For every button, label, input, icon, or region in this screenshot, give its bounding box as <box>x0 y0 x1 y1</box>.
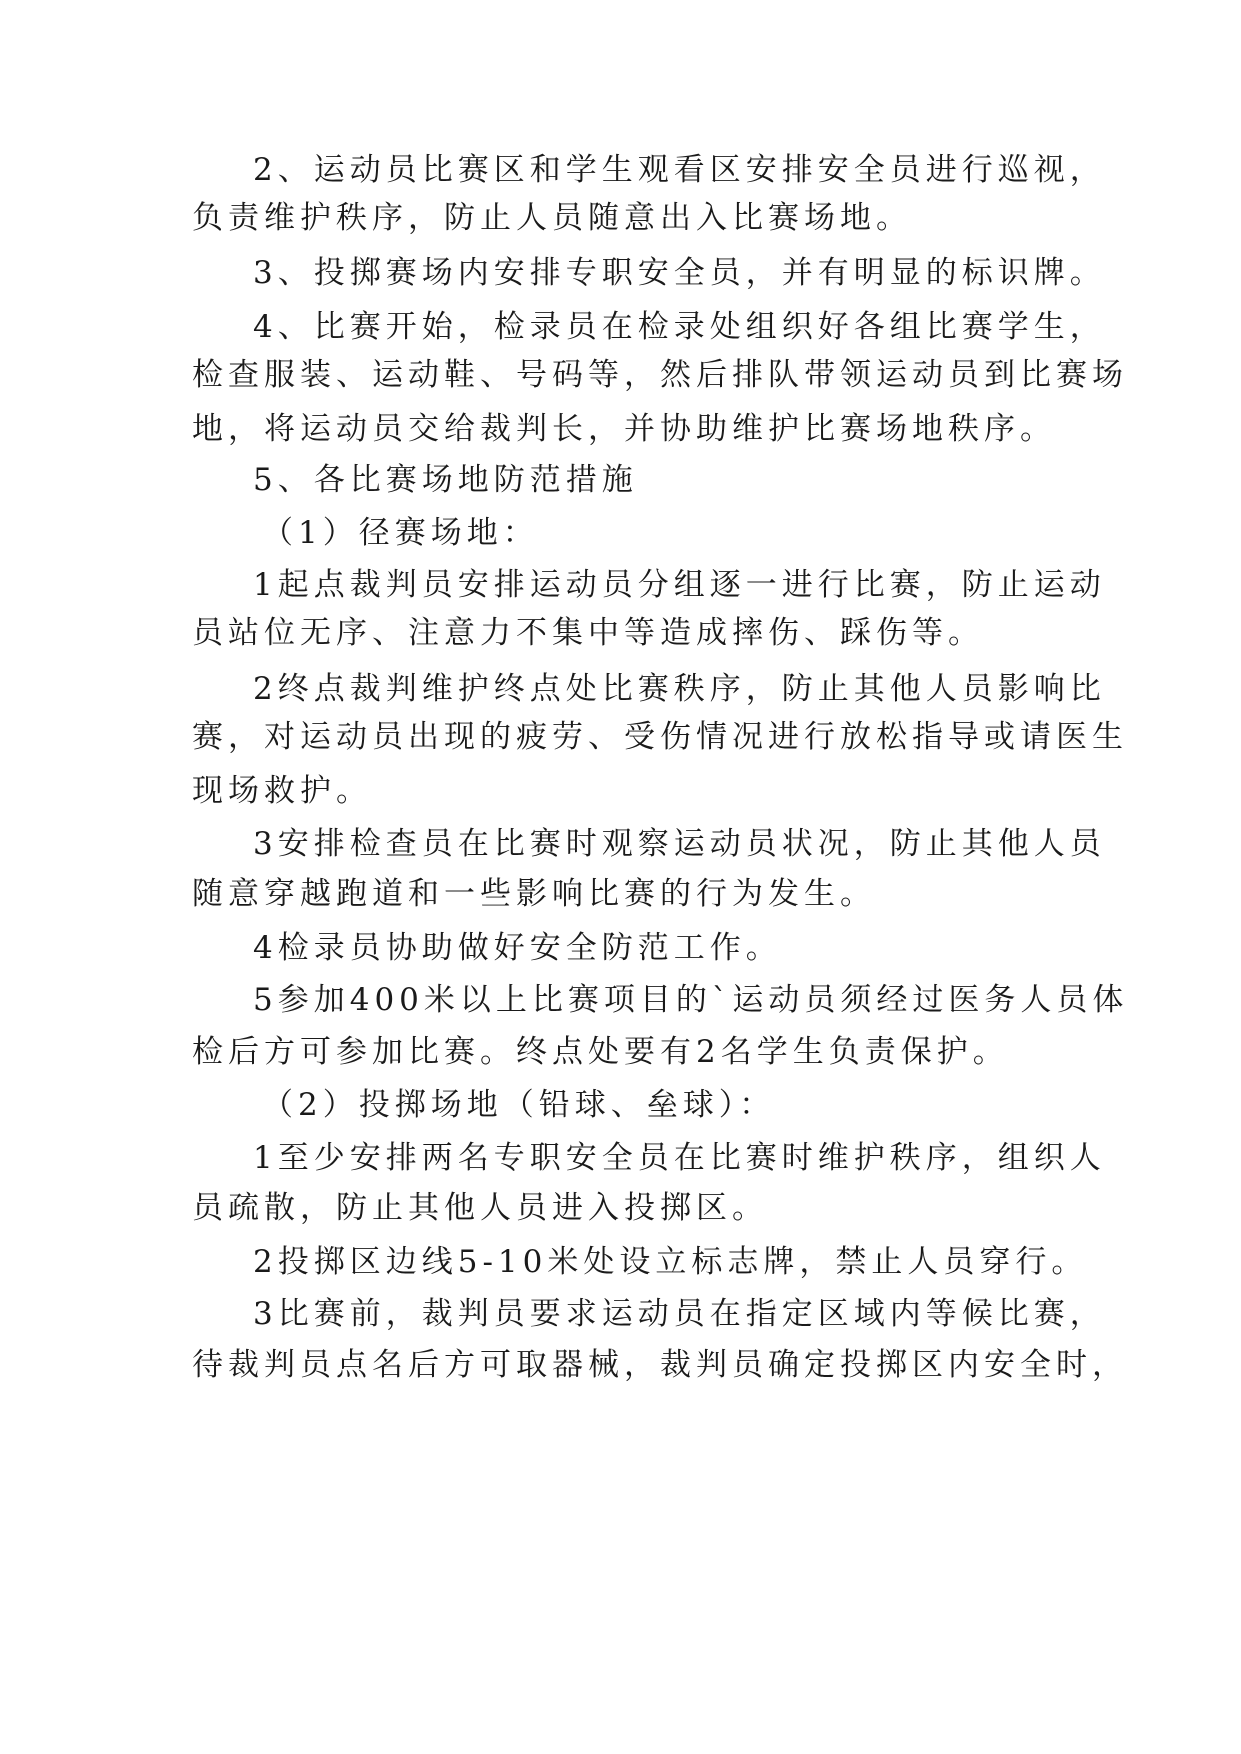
text-line: 赛，对运动员出现的疲劳、受伤情况进行放松指导或请医生 <box>192 719 1128 755</box>
text-line: 检后方可参加比赛。终点处要有2名学生负责保护。 <box>192 1034 1009 1070</box>
text-line: 现场救护。 <box>192 773 372 809</box>
section-heading: 5、各比赛场地防范措施 <box>253 462 638 498</box>
text-line: 检查服装、运动鞋、号码等，然后排队带领运动员到比赛场 <box>192 357 1128 393</box>
text-line: 2投掷区边线5-10米处设立标志牌，禁止人员穿行。 <box>253 1244 1088 1280</box>
text-line: 2终点裁判维护终点处比赛秩序，防止其他人员影响比 <box>253 671 1106 707</box>
text-line: 员疏散，防止其他人员进入投掷区。 <box>192 1190 768 1226</box>
text-line: 员站位无序、注意力不集中等造成摔伤、踩伤等。 <box>192 615 984 651</box>
text-line: 待裁判员点名后方可取器械，裁判员确定投掷区内安全时， <box>192 1347 1128 1383</box>
text-line: 4、比赛开始，检录员在检录处组织好各组比赛学生， <box>253 309 1106 345</box>
subsection-heading: （1）径赛场地： <box>262 515 539 551</box>
subsection-heading: （2）投掷场地（铅球、垒球）： <box>262 1087 776 1123</box>
text-line: 3、投掷赛场内安排专职安全员，并有明显的标识牌。 <box>253 255 1106 291</box>
text-line: 1至少安排两名专职安全员在比赛时维护秩序，组织人 <box>253 1140 1106 1176</box>
text-line: 1起点裁判员安排运动员分组逐一进行比赛，防止运动 <box>253 567 1106 603</box>
text-line: 4检录员协助做好安全防范工作。 <box>253 930 782 966</box>
text-line: 负责维护秩序，防止人员随意出入比赛场地。 <box>192 200 912 236</box>
text-line: 地，将运动员交给裁判长，并协助维护比赛场地秩序。 <box>192 411 1056 447</box>
text-line: 2、运动员比赛区和学生观看区安排安全员进行巡视， <box>253 152 1106 188</box>
text-line: 3安排检查员在比赛时观察运动员状况，防止其他人员 <box>253 826 1106 862</box>
text-line: 5参加400米以上比赛项目的`运动员须经过医务人员体 <box>253 982 1129 1018</box>
text-line: 随意穿越跑道和一些影响比赛的行为发生。 <box>192 876 876 912</box>
text-line: 3比赛前，裁判员要求运动员在指定区域内等候比赛， <box>253 1296 1106 1332</box>
